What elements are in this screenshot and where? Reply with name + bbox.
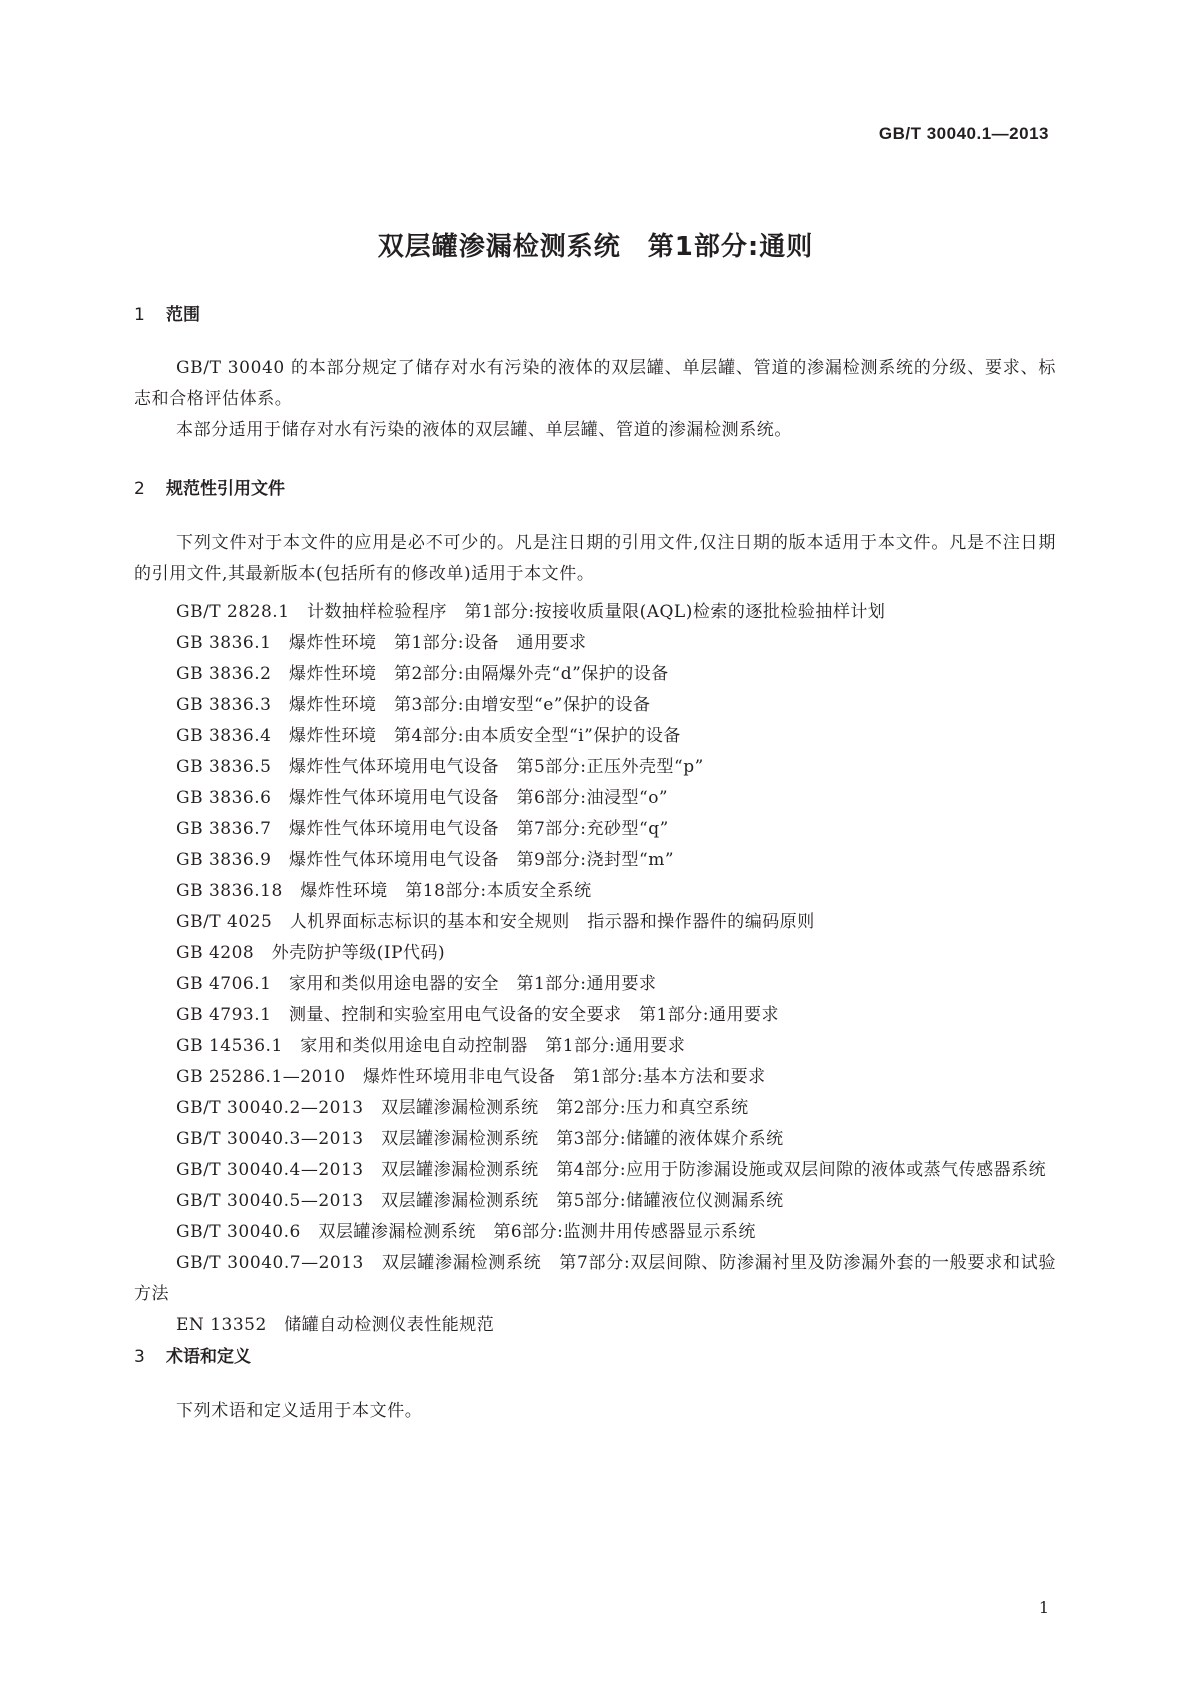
reference-item: GB/T 30040.5—2013 双层罐渗漏检测系统 第5部分:储罐液位仪测漏系统 — [176, 1191, 784, 1211]
reference-item: GB/T 30040.4—2013 双层罐渗漏检测系统 第4部分:应用于防渗漏设施或双层间隙的液体或蒸气传感器系统 — [176, 1160, 1047, 1180]
standard-code: GB/T 30040.1—2013 — [878, 124, 1049, 143]
terms-paragraph: 下列术语和定义适用于本文件。 — [176, 1401, 423, 1421]
scope-paragraph-1: GB/T 30040 的本部分规定了储存对水有污染的液体的双层罐、单层罐、管道的渗漏检测系统的分级、要求、标志和合格评估体系。 — [134, 358, 1056, 409]
references-intro: 下列文件对于本文件的应用是必不可少的。凡是注日期的引用文件,仅注日期的版本适用于本文件。凡是不注日期的引用文件,其最新版本(包括所有的修改单)适用于本文件。 — [134, 533, 1056, 584]
reference-item: GB/T 2828.1 计数抽样检验程序 第1部分:按接收质量限(AQL)检索的逐批检验抽样计划 — [176, 602, 886, 622]
section-title: 范围 — [166, 305, 200, 325]
reference-item: GB 3836.2 爆炸性环境 第2部分:由隔爆外壳“d”保护的设备 — [176, 664, 669, 684]
section-number: 3 — [134, 1347, 145, 1367]
document-title: 双层罐渗漏检测系统 第1部分:通则 — [377, 232, 814, 262]
reference-item: GB 3836.3 爆炸性环境 第3部分:由增安型“e”保护的设备 — [176, 695, 651, 715]
reference-item: EN 13352 储罐自动检测仪表性能规范 — [176, 1315, 495, 1335]
section-title: 规范性引用文件 — [166, 479, 285, 499]
section-3-heading — [134, 1342, 251, 1367]
reference-item: GB 3836.9 爆炸性气体环境用电气设备 第9部分:浇封型“m” — [176, 850, 675, 870]
reference-item: GB 4706.1 家用和类似用途电器的安全 第1部分:通用要求 — [176, 974, 657, 994]
reference-item: GB 3836.7 爆炸性气体环境用电气设备 第7部分:充砂型“q” — [176, 819, 669, 839]
reference-item: GB 3836.4 爆炸性环境 第4部分:由本质安全型“i”保护的设备 — [176, 726, 681, 746]
reference-item: GB 3836.18 爆炸性环境 第18部分:本质安全系统 — [176, 881, 592, 901]
section-1-heading — [134, 300, 200, 325]
reference-item: GB/T 30040.6 双层罐渗漏检测系统 第6部分:监测井用传感器显示系统 — [176, 1222, 756, 1242]
reference-item: GB 3836.1 爆炸性环境 第1部分:设备 通用要求 — [176, 633, 587, 653]
reference-item: GB 14536.1 家用和类似用途电自动控制器 第1部分:通用要求 — [176, 1036, 686, 1056]
section-title: 术语和定义 — [166, 1347, 251, 1367]
reference-item: GB 4793.1 测量、控制和实验室用电气设备的安全要求 第1部分:通用要求 — [176, 1005, 780, 1025]
reference-item: GB/T 30040.3—2013 双层罐渗漏检测系统 第3部分:储罐的液体媒介系统 — [176, 1129, 784, 1149]
section-number: 2 — [134, 479, 145, 499]
scope-paragraph-2: 本部分适用于储存对水有污染的液体的双层罐、单层罐、管道的渗漏检测系统。 — [176, 420, 792, 440]
section-2-heading — [134, 474, 285, 499]
reference-item: GB 3836.6 爆炸性气体环境用电气设备 第6部分:油浸型“o” — [176, 788, 669, 808]
page-number: 1 — [1038, 1598, 1049, 1617]
reference-item: GB 25286.1—2010 爆炸性环境用非电气设备 第1部分:基本方法和要求 — [176, 1067, 766, 1087]
normative-references-list — [134, 597, 1056, 1341]
section-number: 1 — [134, 305, 145, 325]
reference-item: GB 4208 外壳防护等级(IP代码) — [176, 943, 446, 963]
reference-item: GB/T 4025 人机界面标志标识的基本和安全规则 指示器和操作器件的编码原则 — [176, 912, 815, 932]
reference-item: GB/T 30040.2—2013 双层罐渗漏检测系统 第2部分:压力和真空系统 — [176, 1098, 749, 1118]
reference-item: GB 3836.5 爆炸性气体环境用电气设备 第5部分:正压外壳型“p” — [176, 757, 704, 777]
reference-item: GB/T 30040.7—2013 双层罐渗漏检测系统 第7部分:双层间隙、防渗漏衬里及防渗漏外套的一般要求和试验方法 — [134, 1253, 1056, 1304]
